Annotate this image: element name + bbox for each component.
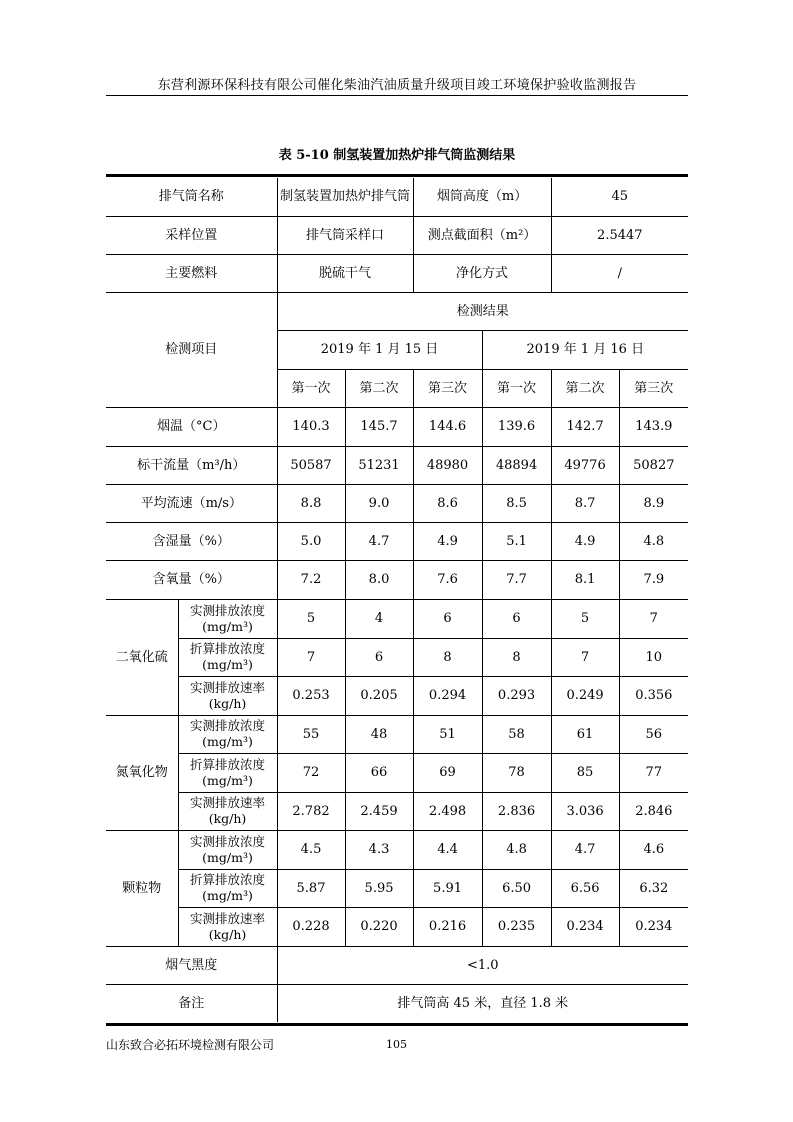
cell-value: 0.249	[551, 676, 619, 715]
table-top-rule	[106, 174, 688, 177]
cell-value: 48894	[482, 446, 551, 484]
cell-value: 0.228	[277, 907, 345, 946]
cell-value: 2.782	[277, 792, 345, 830]
table-row	[106, 638, 688, 676]
subrow-label-line1: 实测排放浓度	[190, 602, 266, 618]
smoke-label: 烟气黑度	[106, 946, 277, 984]
cell-value: 61	[551, 715, 619, 753]
table-row	[106, 792, 688, 830]
cell-value: 7	[551, 638, 619, 676]
subrow-label	[178, 715, 277, 753]
row-label: 烟温（°C）	[106, 407, 277, 446]
cell-value: 145.7	[345, 407, 413, 446]
cell-value: 77	[619, 753, 688, 792]
cell-value: 4.6	[619, 830, 688, 869]
cell-value: 9.0	[345, 484, 413, 522]
cell-value: 7.2	[277, 560, 345, 599]
table-row	[106, 446, 688, 484]
date-day2: 2019 年 1 月 16 日	[482, 330, 688, 369]
run-label: 第二次	[345, 369, 413, 407]
subrow-label-unit: (mg/m³)	[202, 888, 253, 903]
cell-value: 7	[277, 638, 345, 676]
cell-value: 5.91	[413, 869, 482, 907]
cell-value: 72	[277, 753, 345, 792]
fuel-value: 脱硫干气	[277, 254, 413, 292]
cell-value: 4.8	[619, 522, 688, 560]
table-title: 表 5-10 制氢装置加热炉排气筒监测结果	[278, 148, 516, 163]
cell-value: 6	[413, 599, 482, 638]
cell-value: 0.234	[619, 907, 688, 946]
table-bottom-rule	[106, 1023, 688, 1026]
cell-value: 48	[345, 715, 413, 753]
subrow-label	[178, 869, 277, 907]
cell-value: 51	[413, 715, 482, 753]
cell-value: 55	[277, 715, 345, 753]
cell-value: 8	[482, 638, 551, 676]
cell-value: 66	[345, 753, 413, 792]
cell-value: 6	[345, 638, 413, 676]
cell-value: 0.356	[619, 676, 688, 715]
cell-value: 50827	[619, 446, 688, 484]
pollutant-name-nox: 氮氧化物	[106, 715, 178, 830]
cell-value: 85	[551, 753, 619, 792]
results-header-row	[106, 292, 688, 330]
cell-value: 8.9	[619, 484, 688, 522]
table-row	[106, 869, 688, 907]
row-label: 含湿量（%）	[106, 522, 277, 560]
run-label: 第一次	[277, 369, 345, 407]
date-day1: 2019 年 1 月 15 日	[277, 330, 482, 369]
section-area-value: 2.5447	[551, 216, 688, 254]
sampling-location-label: 采样位置	[106, 216, 277, 254]
stack-height-label: 烟筒高度（m）	[413, 178, 551, 216]
stack-height-value: 45	[551, 178, 688, 216]
sampling-location-value: 排气筒采样口	[277, 216, 413, 254]
cell-value: 0.216	[413, 907, 482, 946]
purification-value: /	[551, 254, 688, 292]
item-label: 检测项目	[106, 292, 277, 407]
stack-name-label: 排气筒名称	[106, 178, 277, 216]
cell-value: 8.8	[277, 484, 345, 522]
table-row	[106, 715, 688, 753]
cell-value: 4	[345, 599, 413, 638]
run-label: 第一次	[482, 369, 551, 407]
subrow-label-line1: 折算排放浓度	[190, 872, 266, 887]
cell-value: 7.6	[413, 560, 482, 599]
cell-value: 6.56	[551, 869, 619, 907]
subrow-label-line1: 实测排放速率	[190, 910, 266, 926]
table-row	[106, 676, 688, 715]
subrow-label	[178, 599, 277, 638]
subrow-label-line1: 实测排放速率	[190, 679, 266, 695]
cell-value: 2.498	[413, 792, 482, 830]
results-label: 检测结果	[277, 292, 688, 330]
subrow-label-line1: 实测排放浓度	[190, 833, 266, 849]
stack-name-value: 制氢装置加热炉排气筒	[277, 178, 413, 216]
subrow-label-unit: (mg/m³)	[202, 618, 253, 634]
subrow-label-unit: (mg/m³)	[202, 849, 253, 865]
cell-value: 69	[413, 753, 482, 792]
cell-value: 0.220	[345, 907, 413, 946]
cell-value: 58	[482, 715, 551, 753]
table-row	[106, 599, 688, 638]
monitoring-results-table	[106, 178, 688, 1022]
subrow-label-unit: (kg/h)	[208, 926, 247, 942]
cell-value: 51231	[345, 446, 413, 484]
table-row	[106, 907, 688, 946]
remarks-label: 备注	[106, 984, 277, 1022]
sampling-row	[106, 216, 688, 254]
subrow-label-line1: 折算排放浓度	[190, 756, 266, 772]
smoke-value: <1.0	[277, 946, 688, 984]
cell-value: 8.6	[413, 484, 482, 522]
report-header: 东营利源环保科技有限公司催化柴油汽油质量升级项目竣工环境保护验收监测报告	[157, 78, 637, 93]
subrow-label	[178, 676, 277, 715]
header-rule	[106, 95, 688, 96]
table-row	[106, 830, 688, 869]
cell-value: 0.235	[482, 907, 551, 946]
cell-value: 5.87	[277, 869, 345, 907]
cell-value: 8.0	[345, 560, 413, 599]
cell-value: 48980	[413, 446, 482, 484]
cell-value: 143.9	[619, 407, 688, 446]
row-label: 含氧量（%）	[106, 560, 277, 599]
results-table-wrap	[106, 174, 688, 1026]
cell-value: 78	[482, 753, 551, 792]
cell-value: 4.9	[551, 522, 619, 560]
pollutant-name-particulates: 颗粒物	[106, 830, 178, 946]
section-area-label: 测点截面积（m²）	[413, 216, 551, 254]
subrow-label-line1: 实测排放速率	[190, 795, 266, 810]
cell-value: 144.6	[413, 407, 482, 446]
subrow-label	[178, 830, 277, 869]
cell-value: 6	[482, 599, 551, 638]
cell-value: 139.6	[482, 407, 551, 446]
subrow-label	[178, 753, 277, 792]
fuel-label: 主要燃料	[106, 254, 277, 292]
cell-value: 7.9	[619, 560, 688, 599]
cell-value: 2.836	[482, 792, 551, 830]
pollutant-name-so2: 二氧化硫	[106, 599, 178, 715]
subrow-label-unit: (kg/h)	[208, 811, 247, 826]
cell-value: 5	[551, 599, 619, 638]
cell-value: 7.7	[482, 560, 551, 599]
cell-value: 4.8	[482, 830, 551, 869]
table-row	[106, 407, 688, 446]
run-label: 第二次	[551, 369, 619, 407]
cell-value: 0.294	[413, 676, 482, 715]
table-row	[106, 753, 688, 792]
remarks-value: 排气筒高 45 米，直径 1.8 米	[277, 984, 688, 1022]
table-row	[106, 560, 688, 599]
cell-value: 4.3	[345, 830, 413, 869]
subrow-label	[178, 907, 277, 946]
run-label: 第三次	[413, 369, 482, 407]
cell-value: 3.036	[551, 792, 619, 830]
cell-value: 0.205	[345, 676, 413, 715]
remarks-row	[106, 984, 688, 1022]
table-row	[106, 484, 688, 522]
cell-value: 7	[619, 599, 688, 638]
cell-value: 5	[277, 599, 345, 638]
cell-value: 140.3	[277, 407, 345, 446]
cell-value: 4.7	[551, 830, 619, 869]
run-label: 第三次	[619, 369, 688, 407]
cell-value: 2.846	[619, 792, 688, 830]
cell-value: 10	[619, 638, 688, 676]
row-label: 标干流量（m³/h）	[106, 446, 277, 484]
cell-value: 8.1	[551, 560, 619, 599]
purification-label: 净化方式	[413, 254, 551, 292]
page-number: 105	[386, 1038, 407, 1051]
cell-value: 0.253	[277, 676, 345, 715]
subrow-label-unit: (mg/m³)	[202, 734, 253, 749]
cell-value: 4.9	[413, 522, 482, 560]
cell-value: 8	[413, 638, 482, 676]
cell-value: 5.95	[345, 869, 413, 907]
row-label: 平均流速（m/s）	[106, 484, 277, 522]
cell-value: 8.5	[482, 484, 551, 522]
subrow-label	[178, 638, 277, 676]
table-row	[106, 522, 688, 560]
cell-value: 5.1	[482, 522, 551, 560]
subrow-label-line1: 实测排放浓度	[190, 718, 266, 733]
cell-value: 142.7	[551, 407, 619, 446]
subrow-label-unit: (mg/m³)	[202, 657, 253, 672]
subrow-label-unit: (kg/h)	[208, 695, 247, 711]
fuel-row	[106, 254, 688, 292]
cell-value: 4.7	[345, 522, 413, 560]
cell-value: 6.32	[619, 869, 688, 907]
cell-value: 49776	[551, 446, 619, 484]
cell-value: 5.0	[277, 522, 345, 560]
subrow-label-unit: (mg/m³)	[202, 772, 253, 788]
cell-value: 4.4	[413, 830, 482, 869]
footer-company: 山东致合必拓环境检测有限公司	[106, 1038, 275, 1052]
cell-value: 50587	[277, 446, 345, 484]
stack-name-row	[106, 178, 688, 216]
smoke-row	[106, 946, 688, 984]
cell-value: 6.50	[482, 869, 551, 907]
cell-value: 8.7	[551, 484, 619, 522]
cell-value: 4.5	[277, 830, 345, 869]
cell-value: 0.234	[551, 907, 619, 946]
subrow-label	[178, 792, 277, 830]
subrow-label-line1: 折算排放浓度	[190, 641, 266, 656]
cell-value: 0.293	[482, 676, 551, 715]
cell-value: 2.459	[345, 792, 413, 830]
cell-value: 56	[619, 715, 688, 753]
